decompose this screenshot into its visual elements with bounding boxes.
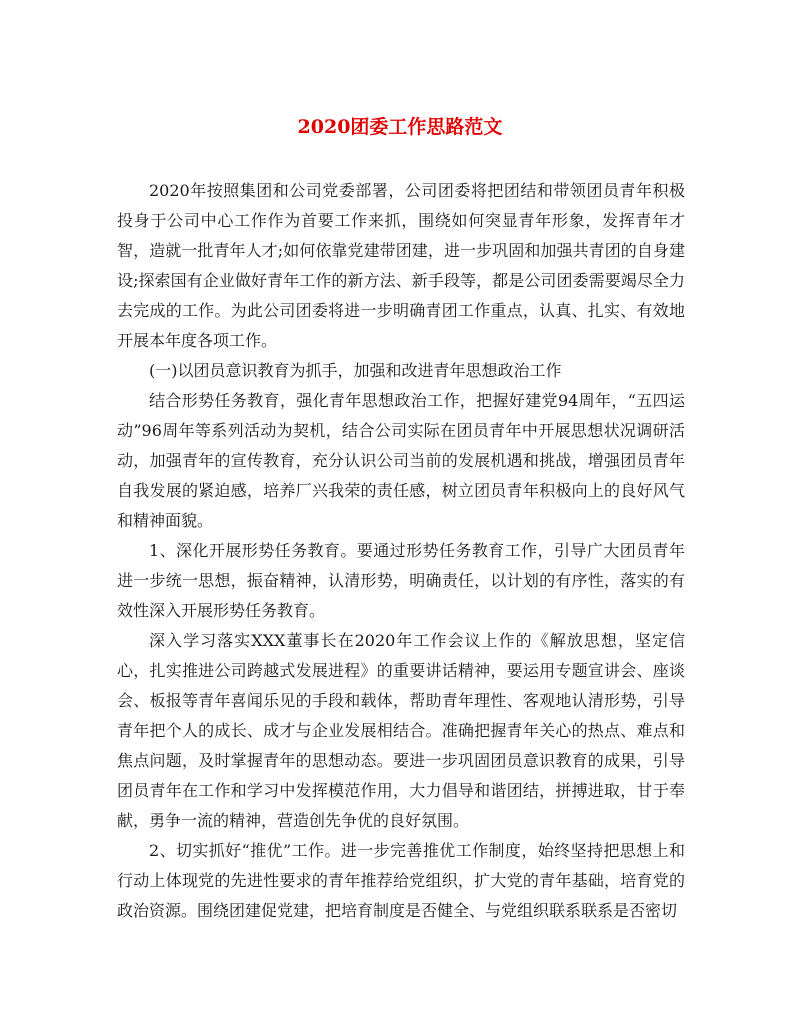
document-body [117,176,685,926]
paragraph-item-2: 2、切实抓好“推优”工作。进一步完善推优工作制度，始终坚持把思想上和行动上体现党的先进性要求的青年推荐给党组织，扩大党的青年基础，培育党的政治资源。围绕团建促党建，把培育制度是否健全、与党组织联系联系是否密切 [117,841,685,920]
paragraph-item-1: 1、深化开展形势任务教育。要通过形势任务教育工作，引导广大团员青年进一步统一思想，振奋精神，认清形势，明确责任，以计划的有序性，落实的有效性深入开展形势任务教育。 [117,541,685,620]
document-title: 2020团委工作思路范文 [297,116,503,138]
paragraph-intro: 2020年按照集团和公司党委部署，公司团委将把团结和带领团员青年积极投身于公司中心工作作为首要工作来抓，围绕如何突显青年形象，发挥青年才智，造就一批青年人才;如何依靠党建带团建，进一步巩固和加强共青团的自身建设;探索国有企业做好青年工作的新方法、新手段等，都是公司团委需要竭尽全力去完成的工作。为此公司团委将进一步明确青团工作重点，认真、扎实、有效地开展本年度各项工作。 [117,181,685,350]
paragraph-section-1: 结合形势任务教育，强化青年思想政治工作，把握好建党94周年，“五四运动”96周年等系列活动为契机，结合公司实际在团员青年中开展思想状况调研活动，加强青年的宣传教育，充分认识公司当前的发展机遇和挑战，增强团员青年自我发展的紧迫感，培养厂兴我荣的责任感，树立团员青年积极向上的良好风气和精神面貌。 [117,391,685,530]
section-heading-1: (一)以团员意识教育为抓手，加强和改进青年思想政治工作 [149,361,562,380]
paragraph-study: 深入学习落实XXX董事长在2020年工作会议上作的《解放思想，坚定信心，扎实推进公司跨越式发展进程》的重要讲话精神，要运用专题宣讲会、座谈会、板报等青年喜闻乐见的手段和载体，帮助青年理性、客观地认清形势，引导青年把个人的成长、成才与企业发展相结合。准确把握青年关心的热点、难点和焦点问题，及时掌握青年的思想动态。要进一步巩固团员意识教育的成果，引导团员青年在工作和学习中发挥模范作用，大力倡导和谐团结，拼搏进取，甘于奉献，勇争一流的精神，营造创先争优的良好氛围。 [117,631,685,830]
